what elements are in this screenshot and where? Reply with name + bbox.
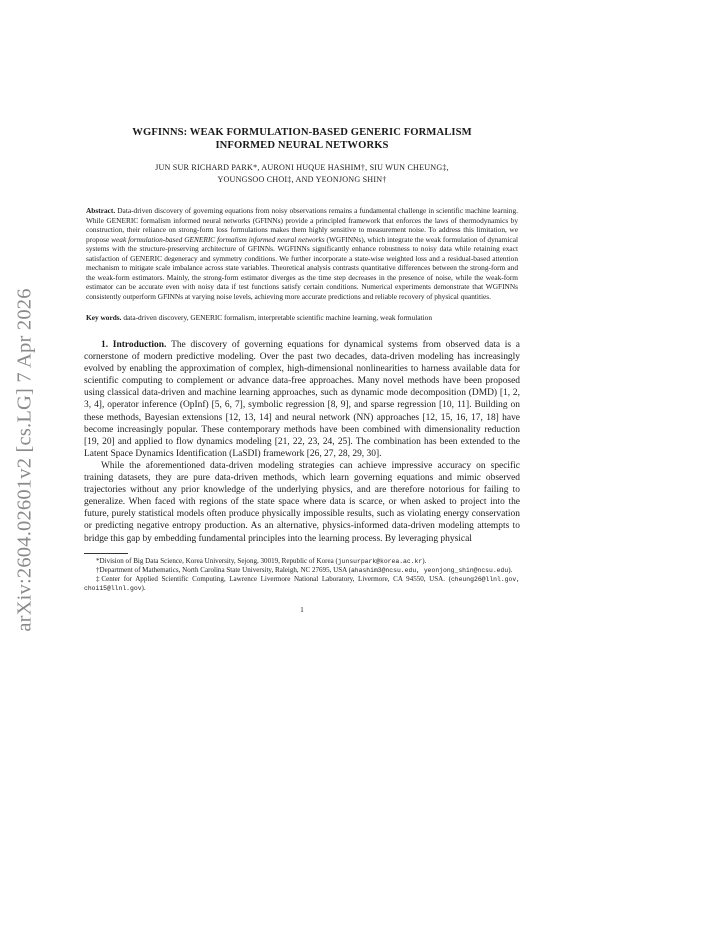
footnote-2-text: †Department of Mathematics, North Carolina State University, Raleigh, NC 27695, USA ( [96,565,351,574]
footnote-2-end: ). [508,565,513,574]
intro-paragraph-1 [84,339,520,460]
abstract-text-a: Data-driven discovery of governing equations from noisy observations remains a fundamental challenge in scientific machine learning. While GENERIC formalism informed neural networks (GFINNs) provide a principled framework that enforces the laws of thermodynamics by construction, their reliance on strong-form loss formulations makes them highly sensitive to measurement noise. To address this limitation, we propose [86,206,518,244]
paper-title [84,126,520,152]
authors-line-2: YOUNGSOO CHOI‡, AND YEONJONG SHIN† [217,175,387,184]
footnote-3-end: ). [141,583,146,592]
abstract [84,206,520,301]
footnote-1-text: *Division of Big Data Science, Korea University, Sejong, 30019, Republic of Korea ( [96,556,338,565]
footnotes [84,557,520,593]
keywords-label: Key words. [86,313,122,323]
title-line-2: INFORMED NEURAL NETWORKS [215,140,389,151]
introduction-section [84,339,520,545]
abstract-text-b: (WGFINNs), which integrate the weak formulation of dynamical systems with the structure-preserving architecture of GFINNs. WGFINNs significantly enhance robustness to noisy data while retaining exact satisfaction of GENERIC degeneracy and symmetry conditions. We further incorporate a state-wise weighted loss and a residual-based attention mechanism to mitigate scale imbalance across state variables. Theoretical analysis contrasts quantitative differences between the strong-form and the weak-form estimators. Mainly, the strong-form estimator diverges as the time step decreases in the presence of noise, while the weak-form estimator can be accurate even with noisy data if test functions satisfy certain conditions. Numerical experiments demonstrate that WGFINNs consistently outperform GFINNs at varying noise levels, achieving more accurate predictions and reliable recovery of physical quantities. [86,234,518,301]
footnote-1-end: ). [422,556,427,565]
arxiv-stamp [0,270,50,650]
keywords [84,313,520,323]
footnote-2 [84,566,520,575]
author-list [84,162,520,186]
intro-paragraph-1-text: The discovery of governing equations for dynamical systems from observed data is a cornerstone of modern predictive modeling. Over the past two decades, data-driven modeling has increasingly evolved by enabling the approximation of complex, high-dimensional nonlinearities to harness available data for scientific computing to complement or advance data-free approaches. Many novel methods have been proposed using classical data-driven and machine learning approaches, such as dynamic mode decomposition (DMD) [1, 2, 3, 4], operator inference (OpInf) [5, 6, 7], symbolic regression [8, 9], and sparse regression [10, 11]. Building on these methods, Bayesian extensions [12, 13, 14] and neural network (NN) approaches [12, 15, 16, 17, 18] have become increasingly popular. These contemporary methods have been combined with dimensionality reduction [19, 20] and applied to flow dynamics modeling [21, 22, 23, 24, 25]. The combination has been extended to the Latent Space Dynamics Identification (LaSDI) framework [26, 27, 28, 29, 30]. [84,340,520,459]
footnote-1-email: junsurpark@korea.ac.kr [337,557,423,565]
footnote-2-email: ahashim3@ncsu.edu, yeonjong_shin@ncsu.edu [350,566,509,574]
abstract-label: Abstract. [86,206,116,215]
page-number: 1 [300,604,304,614]
title-line-1: WGFINNS: WEAK FORMULATION-BASED GENERIC FORMALISM [132,127,472,138]
footnote-divider [84,553,128,554]
footnote-3 [84,575,520,593]
intro-paragraph-2: While the aforementioned data-driven modeling strategies can achieve impressive accuracy on specific training datasets, they are pure data-driven methods, which learn governing equations and mimic observed trajectories without any prior knowledge of the underlying physics, and are therefore notorious for failing to generalize. When faced with regions of the state space where data is scarce, or when asked to project into the future, purely statistical models often produce physically impossible results, such as violating energy conservation or predicting negative entropy production. As an alternative, physics-informed data-driven modeling attempts to bridge this gap by embedding fundamental principles into the learning process. By leveraging physical [84,460,520,544]
footnote-3-email: cheung26@llnl.gov, choi15@llnl.gov [84,575,520,592]
abstract-emphasis: weak formulation-based GENERIC formalism informed neural networks [111,234,325,244]
arxiv-identifier: arXiv:2604.02601v2 [cs.LG] 7 Apr 2026 [13,288,36,632]
keywords-text: data-driven discovery, GENERIC formalism, interpretable scientific machine learning, weak formulation [123,313,433,323]
section-heading: 1. Introduction. [101,340,167,351]
paper-page [84,126,520,614]
authors-line-1: JUN SUR RICHARD PARK*, AURONI HUQUE HASHIM†, SIU WUN CHEUNG‡, [155,163,449,172]
footnote-1 [84,557,520,566]
footnote-3-text: ‡Center for Applied Scientific Computing, Lawrence Livermore National Laboratory, Livermore, CA 94550, USA. ( [96,574,451,583]
